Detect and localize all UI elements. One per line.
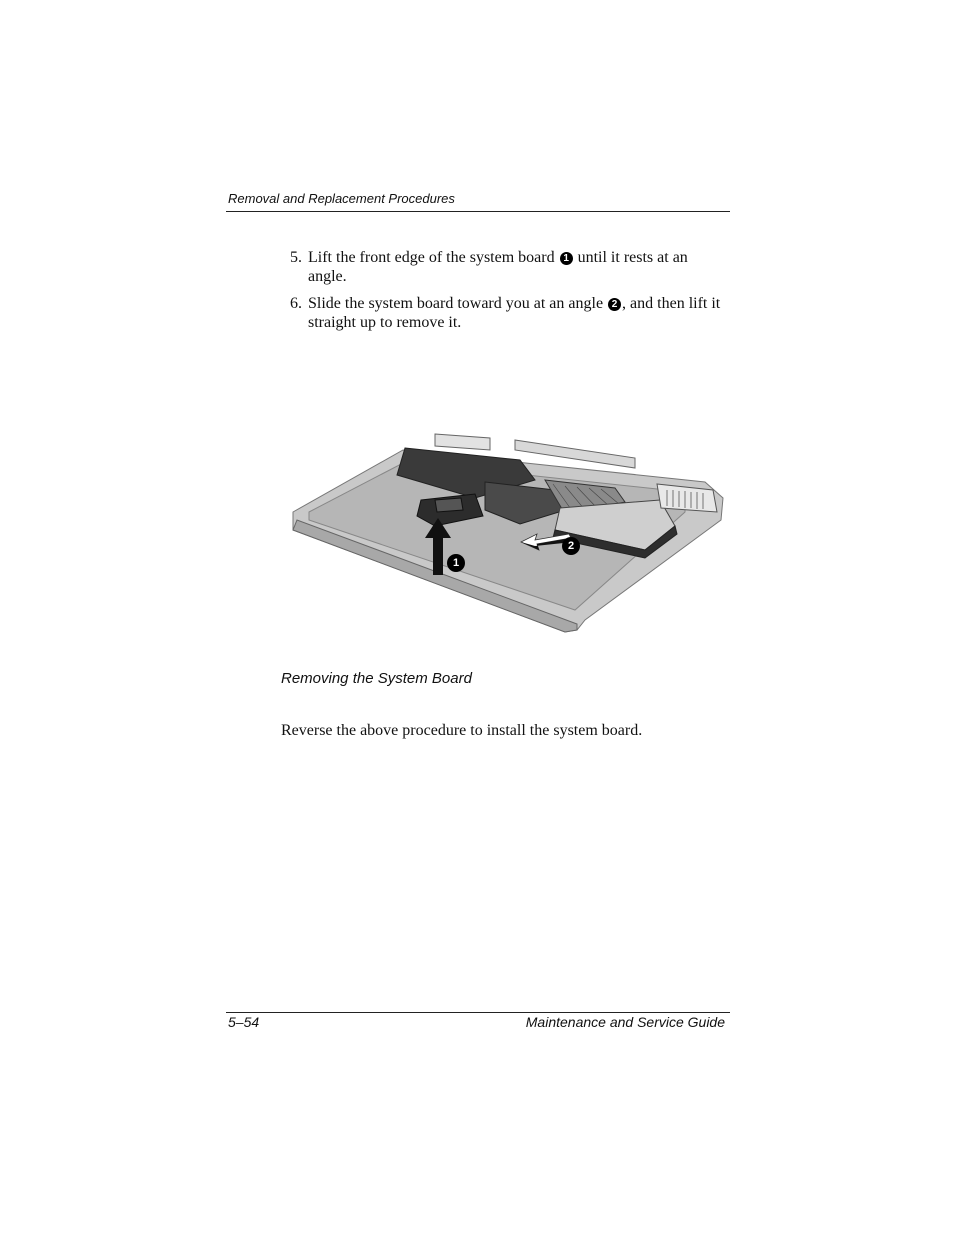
step-text-part: until it rests at an angle. — [308, 249, 688, 285]
step-text — [308, 294, 730, 332]
figure-caption: Removing the System Board — [281, 670, 472, 687]
step-text-part: Lift the front edge of the system board — [308, 249, 559, 266]
step-text-part: , and then lift it straight up to remove it. — [308, 295, 721, 331]
page-number: 5–54 — [228, 1014, 260, 1030]
guide-title: Maintenance and Service Guide — [525, 1014, 725, 1030]
callout-2-icon: 2 — [608, 298, 621, 311]
step-text — [308, 248, 730, 286]
system-board-illustration — [285, 420, 730, 635]
body-paragraph: Reverse the above procedure to install the system board. — [281, 722, 643, 739]
step-number: 6. — [290, 295, 302, 312]
header-rule — [226, 211, 730, 212]
running-header: Removal and Replacement Procedures — [228, 191, 455, 206]
step-6 — [290, 294, 730, 332]
figure-callout-2-icon: 2 — [562, 537, 580, 555]
footer-rule — [226, 1012, 730, 1013]
figure-callout-1-icon: 1 — [447, 554, 465, 572]
callout-1-icon: 1 — [560, 252, 573, 265]
step-5 — [290, 248, 730, 286]
procedure-steps — [290, 248, 730, 340]
step-number: 5. — [290, 249, 302, 266]
step-text-part: Slide the system board toward you at an angle — [308, 295, 608, 312]
